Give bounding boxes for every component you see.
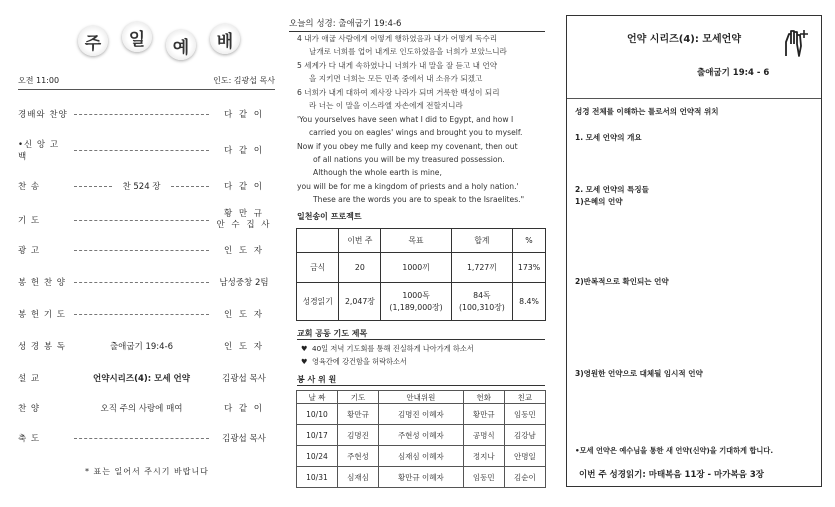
order-label: 성 경 봉 독: [18, 342, 66, 352]
scripture-panel: [289, 0, 556, 507]
order-right: 다 같 이: [223, 182, 265, 192]
order-right: 김광섭 목사: [222, 434, 266, 444]
notes-conclusion: •모세 언약은 예수님을 통한 새 언약(신약)을 기대하게 합니다.: [575, 446, 774, 455]
order-row: [18, 368, 275, 388]
sermon-title: 언약시리즈(4): 모세 언약: [93, 374, 190, 384]
english-line: of all nations you will be my treasured possession.: [313, 155, 505, 164]
order-row: [18, 428, 275, 448]
order-label: 찬 양: [18, 404, 41, 414]
praying-hands-icon: [777, 26, 811, 60]
table-row: 10/17 김명진 주현성 이혜자 공명식 김강남: [297, 425, 546, 446]
project-title: 일천송이 프로젝트: [297, 212, 362, 221]
sermon-series-title: 언약 시리즈(4): 모세언약: [627, 34, 742, 45]
order-row: [18, 140, 275, 160]
prayer-item: ♥ 영육간에 강건함을 허락하소서: [301, 357, 407, 366]
order-right: 다 같 이: [223, 146, 265, 156]
english-line: These are the words you are to speak to the Israelites.": [313, 195, 525, 204]
table-row: 10/10 황만규 김명진 이혜자 황만규 임동민: [297, 404, 546, 425]
order-label: 봉 헌 찬 양: [18, 278, 66, 288]
notes-item: 3)영원한 언약으로 대체될 임시적 언약: [575, 369, 703, 378]
order-label: 설 교: [18, 374, 41, 384]
english-line: Although the whole earth is mine,: [313, 168, 442, 177]
title-char: 일: [122, 22, 152, 52]
notes-item: 1. 모세 언약의 개요: [575, 133, 642, 142]
order-row: [18, 104, 275, 124]
title-char: 예: [166, 30, 196, 60]
sermon-notes-box: [566, 15, 822, 487]
order-of-worship-panel: [0, 0, 283, 507]
service-time: 오전 11:00: [18, 76, 60, 85]
order-label: 찬 송: [18, 182, 41, 192]
title-char: 배: [210, 24, 240, 54]
order-label: 경배와 찬양: [18, 110, 68, 120]
english-line: you will be for me a kingdom of priests and a holy nation.': [297, 182, 519, 191]
order-label: •신 앙 고 백: [18, 140, 60, 162]
order-right: 인 도 자: [223, 342, 265, 352]
order-mid: 출애굽기 19:4-6: [109, 342, 174, 352]
verse-line: 라 너는 이 말을 이스라엘 자손에게 전할지니라: [309, 101, 463, 110]
order-row: [18, 240, 275, 260]
order-right: 김광섭 목사: [222, 374, 266, 384]
project-table: 이번 주 목표 합계 % 금식 20 1000끼 1,727끼 173% 성경읽기 2,047장 1000독 (1,189,000장) 84독 (100,310장) 8.4%: [296, 228, 546, 321]
order-right: 다 같 이: [223, 110, 265, 120]
prayer-title: 교회 공동 기도 제목: [297, 328, 545, 340]
service-table: 날 짜 기도 안내위원 헌화 친교 10/10 황만규 김명진 이혜자 황만규 임동민 10/17 김명진 주현성 이혜자 공명식 김강남 10/24 주현성 심재심 이혜자 정지나 안명일 10/31 심재심 황만규 이혜자 임동민 김순이: [296, 390, 546, 488]
weekly-reading: 이번 주 성경읽기: 마태복음 11장 - 마가복음 3장: [579, 470, 764, 480]
service-title: 봉 사 위 원: [297, 374, 545, 386]
title-char: 주: [78, 26, 108, 56]
table-row: 성경읽기 2,047장 1000독 (1,189,000장) 84독 (100,310장) 8.4%: [297, 283, 546, 321]
verse-line: 4 내가 애굽 사람에게 어떻게 행하였음과 내가 어떻게 독수리: [297, 34, 498, 43]
sermon-notes-panel: [566, 0, 835, 507]
order-row: [18, 336, 275, 356]
verse-line: 을 지키면 너희는 모든 민족 중에서 내 소유가 되겠고: [309, 74, 483, 83]
service-meta: [18, 75, 275, 90]
order-mid: 찬 524 장: [122, 182, 161, 192]
english-line: Now if you obey me fully and keep my covenant, then out: [297, 142, 518, 151]
order-row: [18, 176, 275, 196]
order-label: 봉 헌 기 도: [18, 310, 66, 320]
order-row: [18, 272, 275, 292]
order-right: 황 만 규 안 수 집 사: [216, 209, 272, 230]
order-label: 광 고: [18, 246, 41, 256]
table-row: 10/31 심재심 황만규 이혜자 임동민 김순이: [297, 467, 546, 488]
order-right: 다 같 이: [223, 404, 265, 414]
order-right: 남성중창 2팀: [219, 278, 269, 288]
sermon-scripture: 출애굽기 19:4 - 6: [697, 68, 770, 78]
notes-item: 2)반복적으로 확인되는 언약: [575, 277, 669, 286]
order-row: [18, 208, 275, 232]
notes-item: 1)은혜의 언약: [575, 197, 623, 206]
footnote: * 표는 일어서 주시기 바랍니다: [85, 467, 209, 476]
notes-item: 2. 모세 언약의 특징들: [575, 185, 649, 194]
order-row: [18, 304, 275, 324]
order-label: 기 도: [18, 216, 41, 226]
verse-line: 날개로 너희를 업어 내게로 인도하였음을 너희가 보았느니라: [309, 47, 507, 56]
service-leader: 인도: 김광섭 목사: [213, 76, 275, 85]
order-right: 인 도 자: [223, 310, 265, 320]
english-line: 'You yourselves have seen what I did to Egypt, and how I: [297, 115, 514, 124]
verse-line: 5 세계가 다 내게 속하였나니 너희가 내 말을 잘 듣고 내 언약: [297, 61, 498, 70]
verse-line: 6 너희가 내게 대하여 제사장 나라가 되며 거룩한 백성이 되리: [297, 88, 500, 97]
english-line: carried you on eagles' wings and brought you to myself.: [309, 128, 523, 137]
table-row: 10/24 주현성 심재심 이혜자 정지나 안명일: [297, 446, 546, 467]
order-row: [18, 398, 275, 418]
order-mid: 오직 주의 사랑에 매여: [100, 404, 183, 414]
scripture-heading: 오늘의 성경: 출애굽기 19:4-6: [289, 17, 545, 32]
table-row: 금식 20 1000끼 1,727끼 173%: [297, 253, 546, 283]
prayer-item: ♥ 40일 저녁 기도회를 통해 진실하게 나아가게 하소서: [301, 344, 474, 353]
notes-intro: 성경 전체를 이해하는 틀로서의 언약적 위치: [575, 107, 719, 116]
order-right: 인 도 자: [223, 246, 265, 256]
page-title: [70, 22, 250, 62]
order-label: 축 도: [18, 434, 41, 444]
